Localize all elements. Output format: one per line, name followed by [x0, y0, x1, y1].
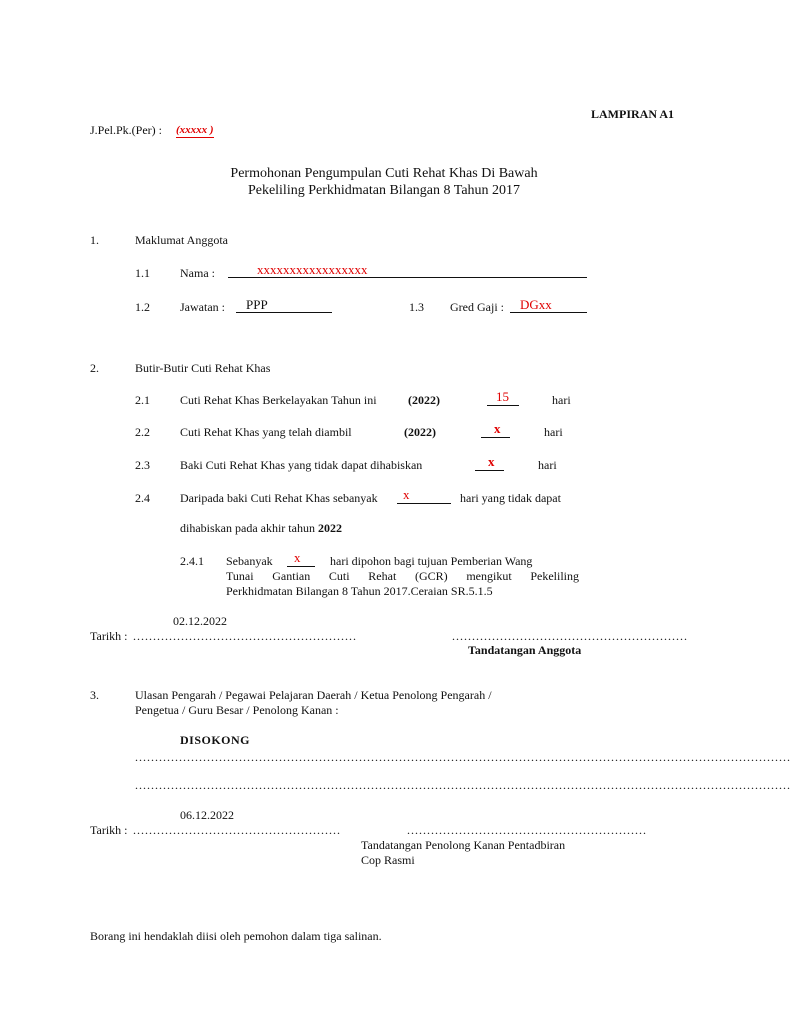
- gred-underline: [510, 312, 587, 313]
- item21-text: Cuti Rehat Khas Berkelayakan Tahun ini: [180, 393, 377, 407]
- section2-date[interactable]: 02.12.2022: [173, 614, 227, 628]
- section3-comment[interactable]: DISOKONG: [180, 733, 251, 747]
- item241-number: 2.4.1: [180, 554, 204, 568]
- jawatan-underline: [236, 312, 332, 313]
- section2-signature-line: ...........................................................: [452, 629, 688, 643]
- lampiran-label: LAMPIRAN A1: [591, 107, 674, 121]
- section3-heading-line1: Ulasan Pengarah / Pegawai Pelajaran Daerah / Ketua Penolong Pengarah /: [135, 688, 492, 702]
- item23-value[interactable]: x: [488, 454, 495, 469]
- item241-text-after: hari dipohon bagi tujuan Pemberian Wang: [330, 554, 533, 568]
- jawatan-label: Jawatan :: [180, 300, 225, 314]
- section3-number: 3.: [90, 688, 99, 702]
- item23-number: 2.3: [135, 458, 150, 472]
- gred-label: Gred Gaji :: [450, 300, 504, 314]
- item21-underline: [487, 405, 519, 406]
- gred-value[interactable]: DGxx: [520, 297, 552, 312]
- section2-tarikh-label: Tarikh :: [90, 629, 128, 643]
- section3-signature-label: Tandatangan Penolong Kanan Pentadbiran: [361, 838, 566, 852]
- item24-text-after: hari yang tidak dapat: [460, 491, 561, 505]
- form-title-line1: Permohonan Pengumpulan Cuti Rehat Khas Di Bawah: [230, 166, 538, 181]
- item21-year: (2022): [408, 393, 440, 407]
- section2-signature-label: Tandatangan Anggota: [468, 643, 582, 657]
- item22-unit: hari: [544, 425, 563, 439]
- item22-number: 2.2: [135, 425, 150, 439]
- section2-date-line: ........................................................: [133, 629, 357, 643]
- item24-value[interactable]: x: [403, 487, 410, 502]
- section1-heading: Maklumat Anggota: [135, 233, 228, 247]
- section3-heading-line2: Pengetua / Guru Besar / Penolong Kanan :: [135, 703, 339, 717]
- reference-value: (xxxxx ): [176, 124, 214, 136]
- nama-number: 1.1: [135, 266, 150, 280]
- item24-line2: dihabiskan pada akhir tahun 2022: [180, 521, 342, 535]
- reference-label: J.Pel.Pk.(Per) :: [90, 123, 162, 137]
- section3-comment-line1: ....................................................................................................................................................................: [135, 750, 791, 764]
- jawatan-number: 1.2: [135, 300, 150, 314]
- jawatan-value[interactable]: PPP: [246, 297, 268, 312]
- item241-value[interactable]: x: [294, 550, 301, 565]
- gred-number: 1.3: [409, 300, 424, 314]
- footer-note: Borang ini hendaklah diisi oleh pemohon dalam tiga salinan.: [90, 929, 382, 943]
- nama-label: Nama :: [180, 266, 215, 280]
- section3-date[interactable]: 06.12.2022: [180, 808, 234, 822]
- item23-text: Baki Cuti Rehat Khas yang tidak dapat dihabiskan: [180, 458, 423, 472]
- section2-number: 2.: [90, 361, 99, 375]
- item21-value[interactable]: 15: [496, 389, 509, 404]
- item241-line2: Tunai Gantian Cuti Rehat (GCR) mengikut Pekeliling: [226, 569, 579, 583]
- item241-underline: [287, 566, 315, 567]
- item22-underline: [481, 437, 510, 438]
- section3-cop-label: Cop Rasmi: [361, 853, 415, 867]
- nama-value[interactable]: xxxxxxxxxxxxxxxxx: [257, 262, 368, 277]
- item241-text: Sebanyak: [226, 554, 273, 568]
- item21-unit: hari: [552, 393, 571, 407]
- form-title-line2: Pekeliling Perkhidmatan Bilangan 8 Tahun 2017: [247, 183, 521, 198]
- item24-underline: [397, 503, 451, 504]
- item23-unit: hari: [538, 458, 557, 472]
- item22-text: Cuti Rehat Khas yang telah diambil: [180, 425, 352, 439]
- nama-underline: [228, 277, 587, 278]
- item24-number: 2.4: [135, 491, 150, 505]
- section2-heading: Butir-Butir Cuti Rehat Khas: [135, 361, 271, 375]
- item22-year: (2022): [404, 425, 436, 439]
- item21-number: 2.1: [135, 393, 150, 407]
- section3-comment-line2: ....................................................................................................................................................................: [135, 778, 791, 792]
- item24-text: Daripada baki Cuti Rehat Khas sebanyak: [180, 491, 378, 505]
- section3-signature-line: ............................................................: [407, 823, 647, 837]
- item22-value[interactable]: x: [494, 421, 501, 436]
- section3-date-line: ....................................................: [133, 823, 341, 837]
- item241-line3: Perkhidmatan Bilangan 8 Tahun 2017.Ceraian SR.5.1.5: [226, 584, 493, 598]
- item23-underline: [475, 470, 504, 471]
- section3-tarikh-label: Tarikh :: [90, 823, 128, 837]
- section1-number: 1.: [90, 233, 99, 247]
